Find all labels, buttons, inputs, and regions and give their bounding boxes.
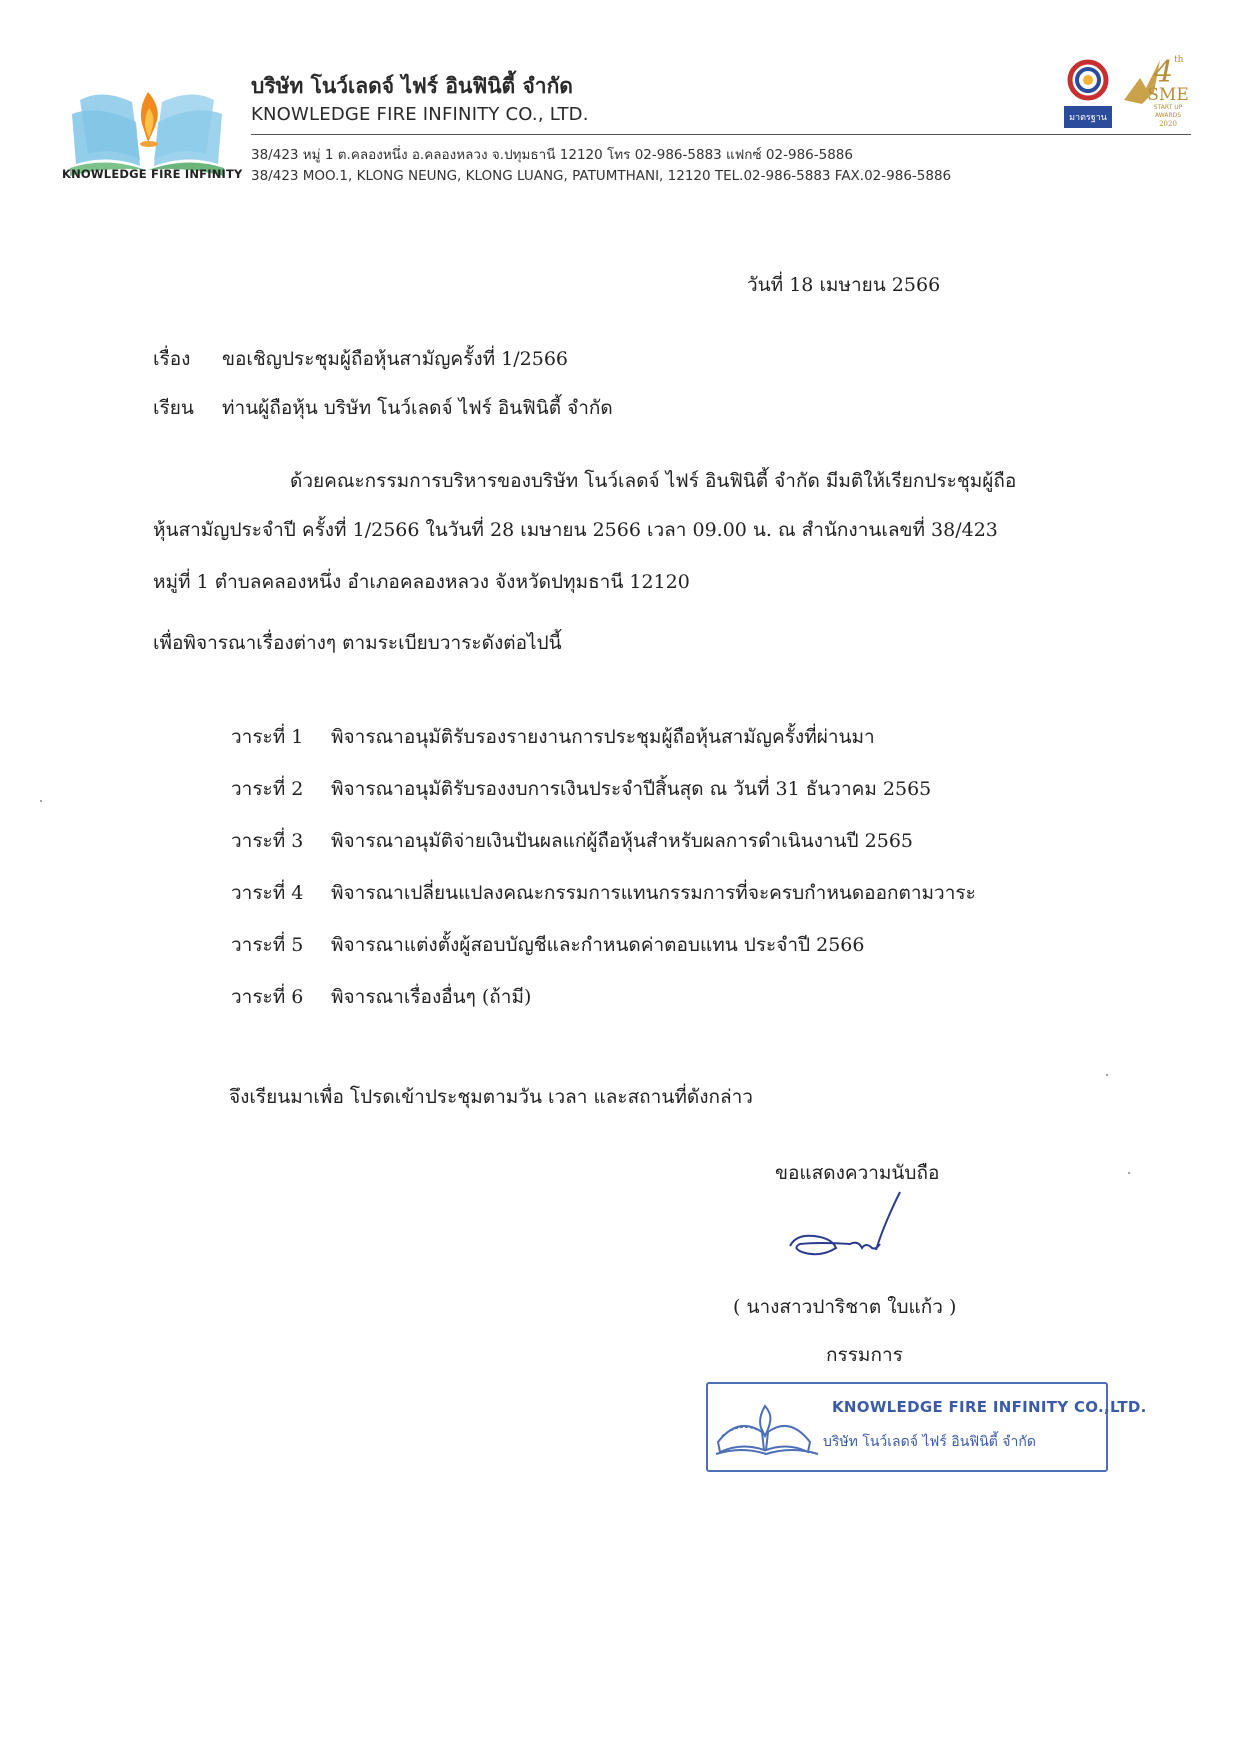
agenda-item-6-text: พิจารณาเรื่องอื่นๆ (ถ้ามี) — [331, 986, 532, 1008]
agenda-item-1-label: วาระที่ 1 — [231, 726, 304, 748]
signature-stroke-2 — [790, 1236, 880, 1255]
standards-emblem — [1062, 52, 1114, 132]
address-english: 38/423 MOO.1, KLONG NEUNG, KLONG LUANG, PATUMTHANI, 12120 TEL.02-986-5883 FAX.02-986-5886 — [251, 168, 952, 184]
signer-position: กรรมการ — [826, 1344, 903, 1366]
agenda-item-3-text: พิจารณาอนุมัติจ่ายเงินปันผลแก่ผู้ถือหุ้นสำหรับผลการดำเนินงานปี 2565 — [331, 830, 913, 852]
scan-speck — [40, 800, 42, 802]
agenda-item-5-label: วาระที่ 5 — [231, 934, 304, 956]
agenda-item-3-label: วาระที่ 3 — [231, 830, 304, 852]
body-line-3: หมู่ที่ 1 ตำบลคลองหนึ่ง อำเภอคลองหลวง จังหวัดปทุมธานี 12120 — [153, 571, 690, 593]
award-suffix: th — [1174, 55, 1184, 65]
subject-label: เรื่อง — [153, 348, 191, 370]
body-line-4: เพื่อพิจารณาเรื่องต่างๆ ตามระเบียบวาระดังต่อไปนี้ — [153, 632, 562, 654]
subject-value: ขอเชิญประชุมผู้ถือหุ้นสามัญครั้งที่ 1/2566 — [222, 348, 569, 370]
header-divider — [251, 134, 1191, 135]
stamp-logo — [712, 1392, 824, 1458]
agenda-item-4-text: พิจารณาเปลี่ยนแปลงคณะกรรมการแทนกรรมการที่จะครบกำหนดออกตามวาระ — [331, 882, 976, 904]
scan-speck — [1128, 1172, 1130, 1174]
stamp-company-english: KNOWLEDGE FIRE INFINITY CO.,LTD. — [832, 1398, 1147, 1416]
logo-caption: KNOWLEDGE FIRE INFINITY — [62, 167, 243, 181]
letter-date: วันที่ 18 เมษายน 2566 — [747, 274, 941, 296]
address-thai: 38/423 หมู่ 1 ต.คลองหนึ่ง อ.คลองหลวง จ.ปทุมธานี 12120 โทร 02-986-5883 แฟกซ์ 02-986-5886 — [251, 147, 853, 163]
emblem-text: มาตรฐาน — [1069, 113, 1107, 123]
award-number: 4 — [1154, 55, 1174, 90]
signature-stroke-1 — [876, 1192, 900, 1250]
award-line2: START UP — [1153, 104, 1183, 111]
agenda-item-4-label: วาระที่ 4 — [231, 882, 304, 904]
award-sme-text: SME — [1147, 85, 1189, 105]
agenda-item-2-text: พิจารณาอนุมัติรับรองงบการเงินประจำปีสิ้นสุด ณ วันที่ 31 ธันวาคม 2565 — [331, 778, 932, 800]
regards-line: ขอแสดงความนับถือ — [775, 1162, 940, 1184]
company-name-english: KNOWLEDGE FIRE INFINITY CO., LTD. — [251, 104, 589, 125]
closing-line: จึงเรียนมาเพื่อ โปรดเข้าประชุมตามวัน เวลา และสถานที่ดังกล่าว — [229, 1086, 753, 1108]
agenda-item-2-label: วาระที่ 2 — [231, 778, 304, 800]
addressee-label: เรียน — [153, 397, 194, 419]
signature-mark — [780, 1188, 920, 1268]
addressee-value: ท่านผู้ถือหุ้น บริษัท โนว์เลดจ์ ไฟร์ อินฟินิตี้ จำกัด — [222, 397, 613, 419]
agenda-item-1-text: พิจารณาอนุมัติรับรองรายงานการประชุมผู้ถือหุ้นสามัญครั้งที่ผ่านมา — [331, 726, 875, 748]
company-logo — [62, 64, 232, 184]
stamp-company-thai: บริษัท โนว์เลดจ์ ไฟร์ อินฟินิตี้ จำกัด — [823, 1434, 1036, 1450]
sme-award-badge — [1120, 48, 1190, 134]
company-name-thai: บริษัท โนว์เลดจ์ ไฟร์ อินฟินิตี้ จำกัด — [251, 74, 573, 98]
signer-name: ( นางสาวปาริชาต ใบแก้ว ) — [733, 1296, 957, 1318]
agenda-item-5-text: พิจารณาแต่งตั้งผู้สอบบัญชีและกำหนดค่าตอบแทน ประจำปี 2566 — [331, 934, 865, 956]
award-line3: AWARDS — [1154, 112, 1182, 119]
flame-base — [140, 141, 158, 147]
body-line-1: ด้วยคณะกรรมการบริหารของบริษัท โนว์เลดจ์ ไฟร์ อินฟินิตี้ จำกัด มีมติให้เรียกประชุมผู้ถือ — [290, 470, 1017, 492]
award-year: 2020 — [1159, 120, 1177, 128]
body-line-2: หุ้นสามัญประจำปี ครั้งที่ 1/2566 ในวันที่ 28 เมษายน 2566 เวลา 09.00 น. ณ สำนักงานเลขที่ 38/423 — [153, 519, 998, 541]
scan-speck — [1106, 1074, 1108, 1076]
agenda-item-6-label: วาระที่ 6 — [231, 986, 304, 1008]
